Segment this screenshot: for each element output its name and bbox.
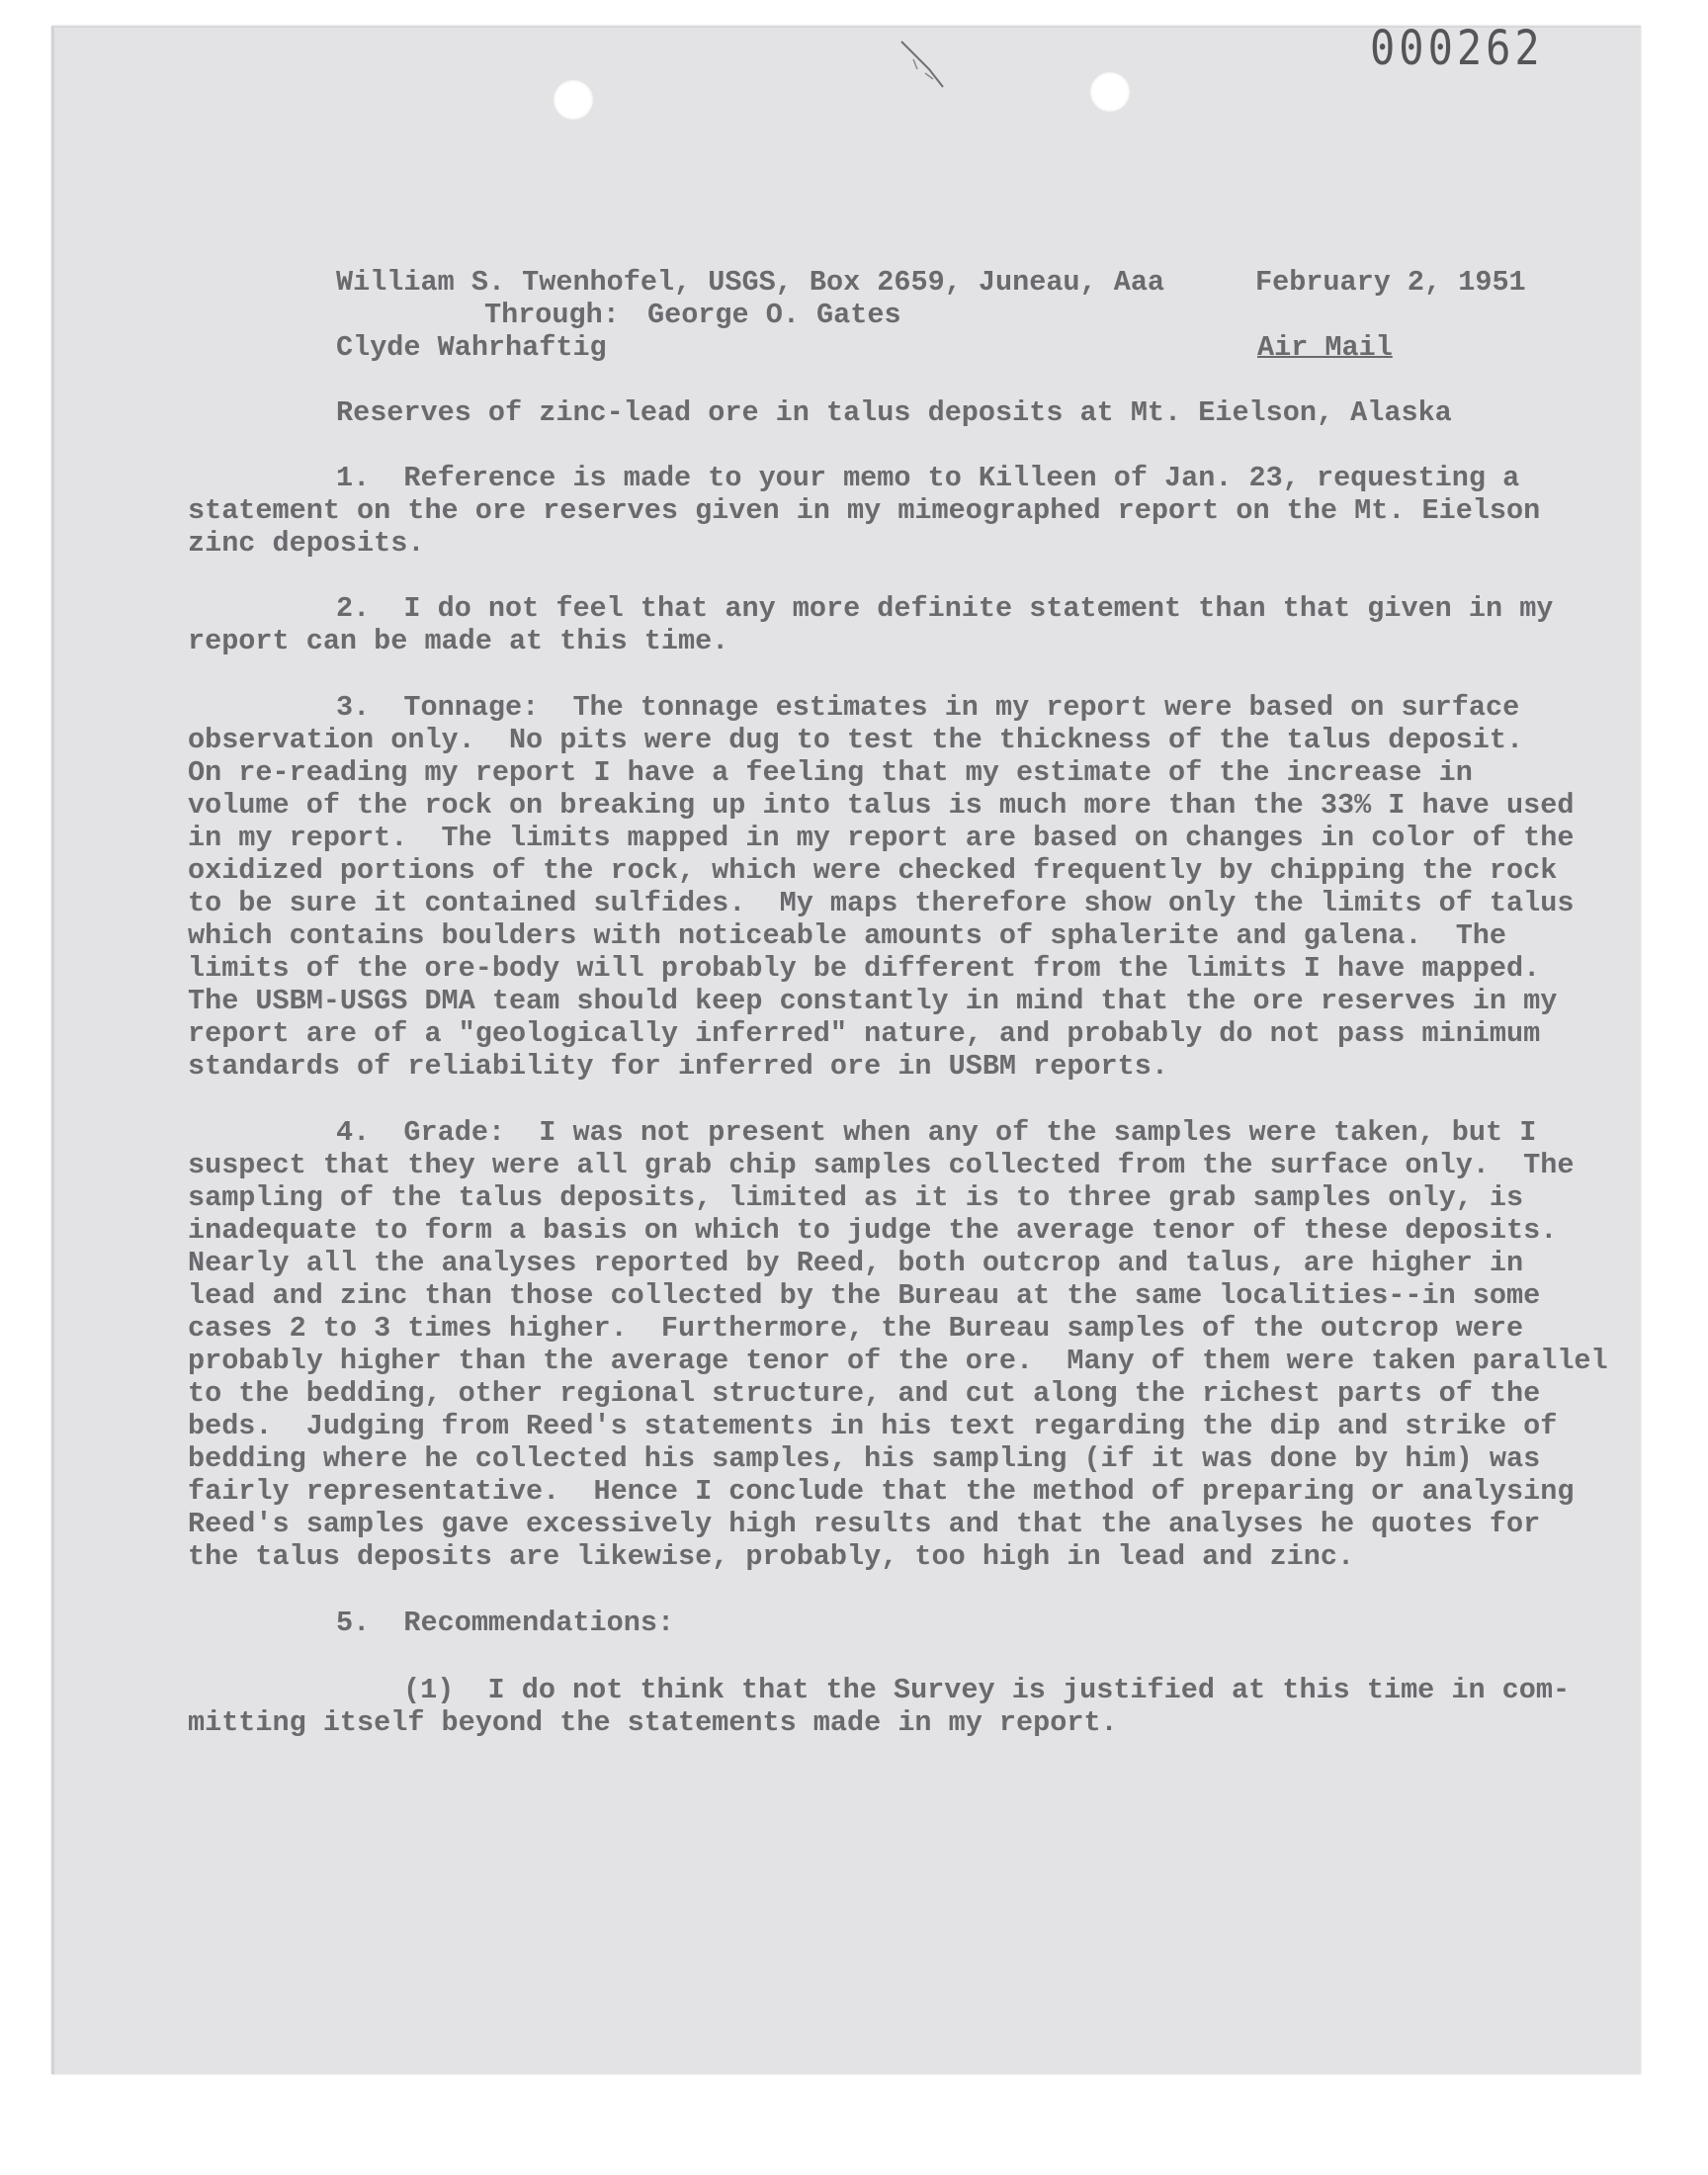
para2-line: report can be made at this time. [188, 625, 729, 657]
para1-line: zinc deposits. [188, 527, 425, 560]
para3-line: observation only. No pits were dug to test the thickness of the talus deposit. [188, 724, 1524, 756]
header-from: William S. Twenhofel, USGS, Box 2659, Juneau, Aaa [336, 266, 1165, 299]
recommendation-line: (1) I do not think that the Survey is justified at this time in com- [403, 1674, 1571, 1706]
recommendations-heading: 5. Recommendations: [336, 1607, 675, 1639]
para3-line: limits of the ore-body will probably be different from the limits I have mapped. [188, 952, 1541, 985]
header-through-name: George O. Gates [647, 299, 901, 331]
para4-line: Reed's samples gave excessively high results and that the analyses he quotes for [188, 1508, 1541, 1540]
para3-line: oxidized portions of the rock, which were checked frequently by chipping the rock [188, 854, 1558, 887]
para4-line: inadequate to form a basis on which to judge the average tenor of these deposits. [188, 1214, 1558, 1247]
header-date: February 2, 1951 [1255, 266, 1526, 299]
para4-line: to the bedding, other regional structure, and cut along the richest parts of the [188, 1377, 1541, 1410]
para1-line: 1. Reference is made to your memo to Killeen of Jan. 23, requesting a [336, 462, 1520, 494]
para4-line: cases 2 to 3 times higher. Furthermore, the Bureau samples of the outcrop were [188, 1312, 1524, 1345]
subject-line: Reserves of zinc-lead ore in talus deposits at Mt. Eielson, Alaska [336, 396, 1452, 429]
para3-line: which contains boulders with noticeable amounts of sphalerite and galena. The [188, 919, 1507, 952]
memo-body [188, 266, 1608, 2066]
para3-line: report are of a "geologically inferred" nature, and probably do not pass minimum [188, 1017, 1541, 1050]
para1-line: statement on the ore reserves given in my mimeographed report on the Mt. Eielson [188, 494, 1541, 527]
para2-line: 2. I do not feel that any more definite statement than that given in my [336, 592, 1554, 625]
para4-line: 4. Grade: I was not present when any of the samples were taken, but I [336, 1116, 1537, 1149]
header-delivery: Air Mail [1257, 331, 1393, 364]
punch-hole-right [1089, 71, 1131, 113]
para3-line: to be sure it contained sulfides. My maps therefore show only the limits of talus [188, 887, 1575, 919]
para4-line: probably higher than the average tenor of the ore. Many of them were taken parallel [188, 1345, 1608, 1377]
pencil-mark [899, 40, 988, 119]
para4-line: the talus deposits are likewise, probably, too high in lead and zinc. [188, 1540, 1355, 1573]
para4-line: bedding where he collected his samples, his sampling (if it was done by him) was [188, 1442, 1541, 1475]
para4-line: beds. Judging from Reed's statements in his text regarding the dip and strike of [188, 1410, 1558, 1442]
para4-line: Nearly all the analyses reported by Reed, both outcrop and talus, are higher in [188, 1247, 1524, 1279]
header-through-label: Through: [484, 299, 620, 331]
punch-hole-left [553, 79, 594, 121]
para4-line: lead and zinc than those collected by the Bureau at the same localities--in some [188, 1279, 1541, 1312]
header-to: Clyde Wahrhaftig [336, 331, 607, 364]
para4-line: sampling of the talus deposits, limited as it is to three grab samples only, is [188, 1181, 1524, 1214]
para4-line: fairly representative. Hence I conclude that the method of preparing or analysing [188, 1475, 1575, 1508]
para3-line: in my report. The limits mapped in my report are based on changes in color of the [188, 822, 1575, 854]
para3-line: standards of reliability for inferred ore in USBM reports. [188, 1050, 1168, 1083]
recommendation-line: mitting itself beyond the statements made in my report. [188, 1706, 1118, 1739]
para3-line: On re-reading my report I have a feeling that my estimate of the increase in [188, 756, 1473, 789]
para3-line: volume of the rock on breaking up into talus is much more than the 33% I have used [188, 789, 1575, 822]
document-number-stamp: 000262 [1370, 20, 1544, 76]
para3-line: The USBM-USGS DMA team should keep constantly in mind that the ore reserves in my [188, 985, 1558, 1017]
para3-line: 3. Tonnage: The tonnage estimates in my report were based on surface [336, 691, 1520, 724]
para4-line: suspect that they were all grab chip samples collected from the surface only. The [188, 1149, 1575, 1181]
